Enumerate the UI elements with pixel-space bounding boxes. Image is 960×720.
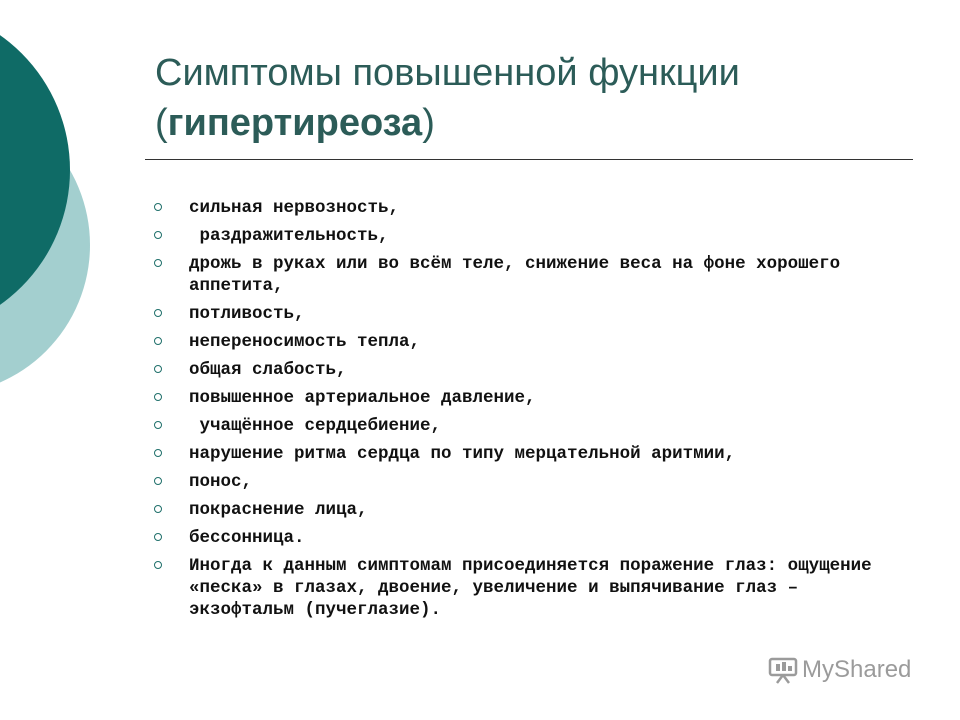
list-item-text: нарушение ритма сердца по типу мерцательной аритмии, (189, 444, 736, 464)
ring-bullet-icon (154, 561, 162, 569)
watermark-text: MyShared (802, 656, 912, 683)
list-item-text: сильная нервозность, (189, 198, 400, 218)
title-close-paren: ) (422, 102, 435, 144)
ring-bullet-icon (154, 365, 162, 373)
list-item (152, 415, 892, 437)
list-item-text: раздражительность, (189, 226, 389, 246)
list-item-text: повышенное артериальное давление, (189, 388, 536, 408)
watermark (768, 656, 911, 684)
ring-bullet-icon (154, 505, 162, 513)
slide-title-line2 (155, 98, 895, 148)
list-item (152, 471, 892, 493)
slide-title-line1: Симптомы повышенной функции (155, 52, 740, 94)
list-item (152, 359, 892, 381)
symptom-list (152, 197, 892, 627)
list-item-text: бессонница. (189, 528, 305, 548)
ring-bullet-icon (154, 337, 162, 345)
list-item (152, 331, 892, 353)
ring-bullet-icon (154, 259, 162, 267)
list-item (152, 499, 892, 521)
slide-title (155, 48, 895, 148)
ring-bullet-icon (154, 393, 162, 401)
ring-bullet-icon (154, 203, 162, 211)
list-item-text: учащённое сердцебиение, (189, 416, 442, 436)
ring-bullet-icon (154, 533, 162, 541)
title-divider (145, 159, 913, 160)
list-item (152, 303, 892, 325)
list-item-text: Иногда к данным симптомам присоединяется поражение глаз: ощущение «песка» в глазах, двоение, увеличение и выпячивание глаз – экзофтальм (пучеглазие). (189, 556, 872, 620)
ring-bullet-icon (154, 477, 162, 485)
list-item-text: покраснение лица, (189, 500, 368, 520)
list-item (152, 555, 892, 621)
list-item (152, 527, 892, 549)
list-item-text: понос, (189, 472, 253, 492)
title-open-paren: ( (155, 102, 168, 144)
list-item-text: непереносимость тепла, (189, 332, 421, 352)
list-item (152, 253, 892, 297)
list-item-text: потливость, (189, 304, 305, 324)
list-item (152, 225, 892, 247)
list-item-text: дрожь в руках или во всём теле, снижение веса на фоне хорошего аппетита, (189, 254, 841, 296)
list-item (152, 387, 892, 409)
list-item (152, 197, 892, 219)
list-item (152, 443, 892, 465)
presentation-board-icon (768, 656, 798, 684)
ring-bullet-icon (154, 449, 162, 457)
ring-bullet-icon (154, 421, 162, 429)
ring-bullet-icon (154, 309, 162, 317)
ring-bullet-icon (154, 231, 162, 239)
list-item-text: общая слабость, (189, 360, 347, 380)
title-bold-term: гипертиреоза (167, 102, 423, 144)
